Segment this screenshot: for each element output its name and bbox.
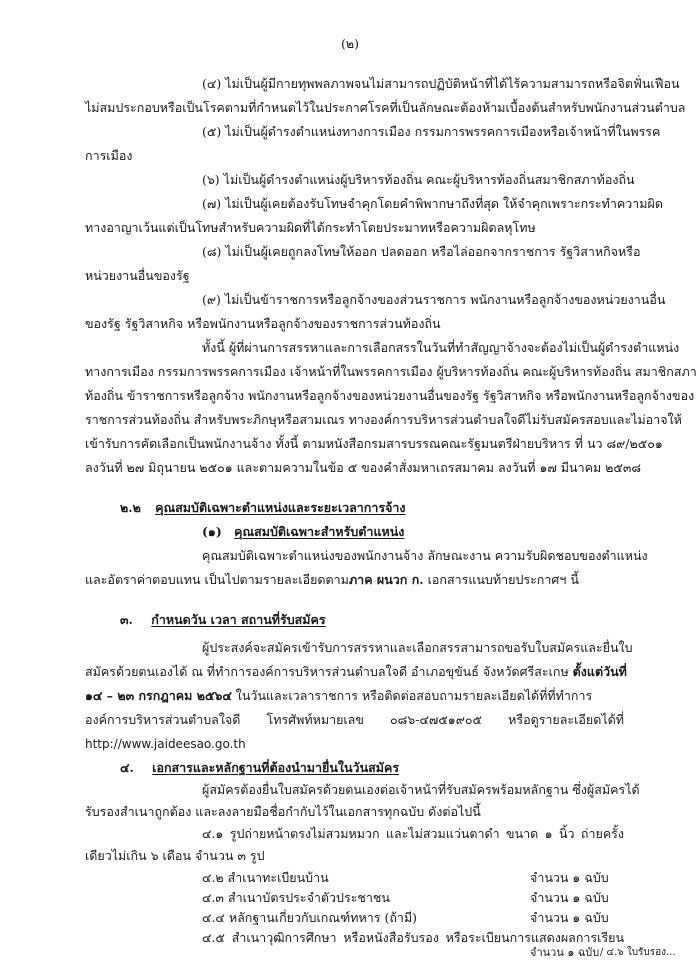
section-3-line1: ผู้ประสงค์จะสมัครเข้ารับการสรรหาและเลือกสรรสามารถขอรับใบสมัครและยื่นใบ [202, 640, 633, 655]
document-item-4-5-count: จำนวน ๑ ฉบับ [530, 946, 600, 959]
section-2-2-title: คุณสมบัติเฉพาะตำแหน่งและระยะเวลาการจ้าง [155, 500, 406, 515]
item-5-line1: (๕) ไม่เป็นผู้ดำรงตำแหน่งทางการเมือง กรรมการพรรคการเมืองหรือเจ้าหน้าที่ในพรรค [202, 124, 661, 139]
item-4-line1: (๔) ไม่เป็นผู้มีกายทุพพลภาพจนไม่สามารถปฏิบัติหน้าที่ได้ไร้ความสามารถหรือจิตฟั่นเฟือน [202, 76, 680, 91]
note-line: ทางการเมือง กรรมการพรรคการเมือง เจ้าหน้าที่ในพรรคการเมือง ผู้บริหารท้องถิ่น คณะผู้บริหารท้องถิ่น สมาชิกสภา [85, 364, 697, 379]
document-item-label: ๔.๔ หลักฐานเกี่ยวกับเกณฑ์ทหาร (ถ้ามี) [202, 910, 418, 925]
item-5-line2: การเมือง [85, 148, 133, 163]
section-3-line4: องค์การบริหารส่วนตำบลใจดี โทรศัพท์หมายเลข ๐๘๖-๔๗๕๑๙๐๕ หรือดูรายละเอียดได้ที่ [85, 712, 624, 727]
document-item-4-5-line1: ๔.๕ สำเนาวุฒิการศึกษา หรือหนังสือรับรอง หรือระเบียนการแสดงผลการเรียน [202, 930, 624, 945]
annex-reference: ภาค ผนวก ก. [348, 572, 424, 587]
section-3-line2: สมัครด้วยตนเองได้ ณ ที่ทำการองค์การบริหารส่วนตำบลใจดี อำเภอขุขันธ์ จังหวัดศรีสะเกษ ตั้งแต่วันที่ [85, 664, 627, 679]
document-item-count: จำนวน ๑ ฉบับ [530, 870, 609, 885]
item-4-line2: ไม่สมประกอบหรือเป็นโรคตามที่กำหนดไว้ในประกาศโรคที่เป็นลักษณะต้องห้ามเบื้องต้นสำหรับพนักงานส่วนตำบล [85, 100, 686, 115]
document-item-count: จำนวน ๑ ฉบับ [530, 910, 609, 925]
section-2-2-heading [120, 500, 406, 516]
continued-marker: / ๔.๖ ใบรับรอง... [600, 947, 676, 958]
section-4-title: เอกสารและหลักฐานที่ต้องนำมายื่นในวันสมัคร [152, 760, 400, 775]
document-item-label: ๔.๓ สำเนาบัตรประจำตัวประชาชน [202, 890, 390, 905]
section-3-title: กำหนดวัน เวลา สถานที่รับสมัคร [151, 612, 326, 627]
note-line: ลงวันที่ ๒๗ มิถุนายน ๒๕๐๑ และตามความในข้อ ๕ ของคำสั่งมหาเถรสมาคม ลงวันที่ ๑๗ มีนาคม ๒๕๓๘ [85, 460, 642, 475]
application-dates: ๑๔ – ๒๓ กรกฎาคม ๒๕๖๔ [85, 688, 232, 703]
section-2-2-text-line1: คุณสมบัติเฉพาะตำแหน่งของพนักงานจ้าง ลักษณะงาน ความรับผิดชอบของตำแหน่ง [202, 548, 648, 563]
section-3-number: ๓. [120, 612, 133, 627]
section-3-heading [120, 612, 326, 628]
note-line: ท้องถิ่น ข้าราชการหรือลูกจ้าง พนักงานหรือลูกจ้างของหน่วยงานอื่นของรัฐ รัฐวิสาหกิจ หรือพนักงานหรือลูกจ้างของ [85, 388, 695, 403]
item-9-line2: ของรัฐ รัฐวิสาหกิจ หรือพนักงานหรือลูกจ้างของราชการส่วนท้องถิ่น [85, 316, 441, 331]
section-3-line3: ๑๔ – ๒๓ กรกฎาคม ๒๕๖๔ ในวันและเวลาราชการ หรือติดต่อสอบถามรายละเอียดได้ที่ที่ทำการ [85, 688, 593, 703]
note-line: ทั้งนี้ ผู้ที่ผ่านการสรรหาและการเลือกสรรในวันที่ทำสัญญาจ้างจะต้องไม่เป็นผู้ดำรงตำแหน่ง [202, 340, 680, 355]
section-4-intro-line2: รับรองสำเนาถูกต้อง และลงลายมือชื่อกำกับไว้ในเอกสารทุกฉบับ ดังต่อไปนี้ [85, 804, 481, 819]
document-item-count: จำนวน ๑ ฉบับ [530, 890, 609, 905]
website-link[interactable]: http://www.jaideesao.go.th [85, 737, 246, 751]
page-number: (๒) [341, 36, 359, 51]
item-7-line2: ทางอาญาเว้นแต่เป็นโทษสำหรับความผิดที่ได้กระทำโดยประมาทหรือความผิดลหุโทษ [85, 220, 536, 235]
item-8-line1: (๘) ไม่เป็นผู้เคยถูกลงโทษให้ออก ปลดออก หรือไล่ออกจากราชการ รัฐวิสาหกิจหรือ [202, 244, 641, 259]
note-line: เข้ารับการคัดเลือกเป็นพนักงานจ้าง ทั้งนี้ ตามหนังสือกรมสารบรรณคณะรัฐมนตรีฝ่ายบริหาร ที่ นว ๘๙/๒๕๐๑ [85, 436, 663, 451]
note-line: ราชการส่วนท้องถิ่น สำหรับพระภิกษุหรือสามเณร ทางองค์การบริหารส่วนตำบลใจดีไม่รับสมัครสอบและไม่อาจให้ [85, 412, 682, 427]
section-2-2-1-number: (๑) [202, 524, 222, 539]
section-4-heading [120, 760, 399, 776]
section-2-2-text-line2: และอัตราค่าตอบแทน เป็นไปตามรายละเอียดตามภาค ผนวก ก. เอกสารแนบท้ายประกาศฯ นี้ [85, 572, 579, 587]
section-4-intro-line1: ผู้สมัครต้องยื่นใบสมัครด้วยตนเองต่อเจ้าหน้าที่รับสมัครพร้อมหลักฐาน ซึ่งผู้สมัครได้ [202, 782, 640, 797]
document-item-label: ๔.๒ สำเนาทะเบียนบ้าน [202, 870, 329, 885]
section-4-number: ๔. [120, 760, 134, 775]
item-8-line2: หน่วยงานอื่นของรัฐ [85, 268, 190, 283]
section-2-2-1-heading [202, 524, 404, 540]
document-item-4-1-line1: ๔.๑ รูปถ่ายหน้าตรงไม่สวมหมวก และไม่สวมแว่นตาดำ ขนาด ๑ นิ้ว ถ่ายครั้ง [202, 826, 624, 841]
item-6: (๖) ไม่เป็นผู้ดำรงตำแหน่งผู้บริหารท้องถิ่น คณะผู้บริหารท้องถิ่นสมาชิกสภาท้องถิ่น [202, 172, 635, 187]
item-7-line1: (๗) ไม่เป็นผู้เคยต้องรับโทษจำคุกโดยคำพิพากษาถึงที่สุด ให้จำคุกเพราะกระทำความผิด [202, 196, 663, 211]
document-item-4-1-line2: เดียวไม่เกิน ๖ เดือน จำนวน ๓ รูป [85, 848, 265, 863]
section-2-2-1-title: คุณสมบัติเฉพาะสำหรับตำแหน่ง [234, 524, 405, 539]
section-2-2-number: ๒.๒ [120, 500, 141, 515]
item-9-line1: (๙) ไม่เป็นข้าราชการหรือลูกจ้างของส่วนราชการ พนักงานหรือลูกจ้างของหน่วยงานอื่น [202, 292, 666, 307]
